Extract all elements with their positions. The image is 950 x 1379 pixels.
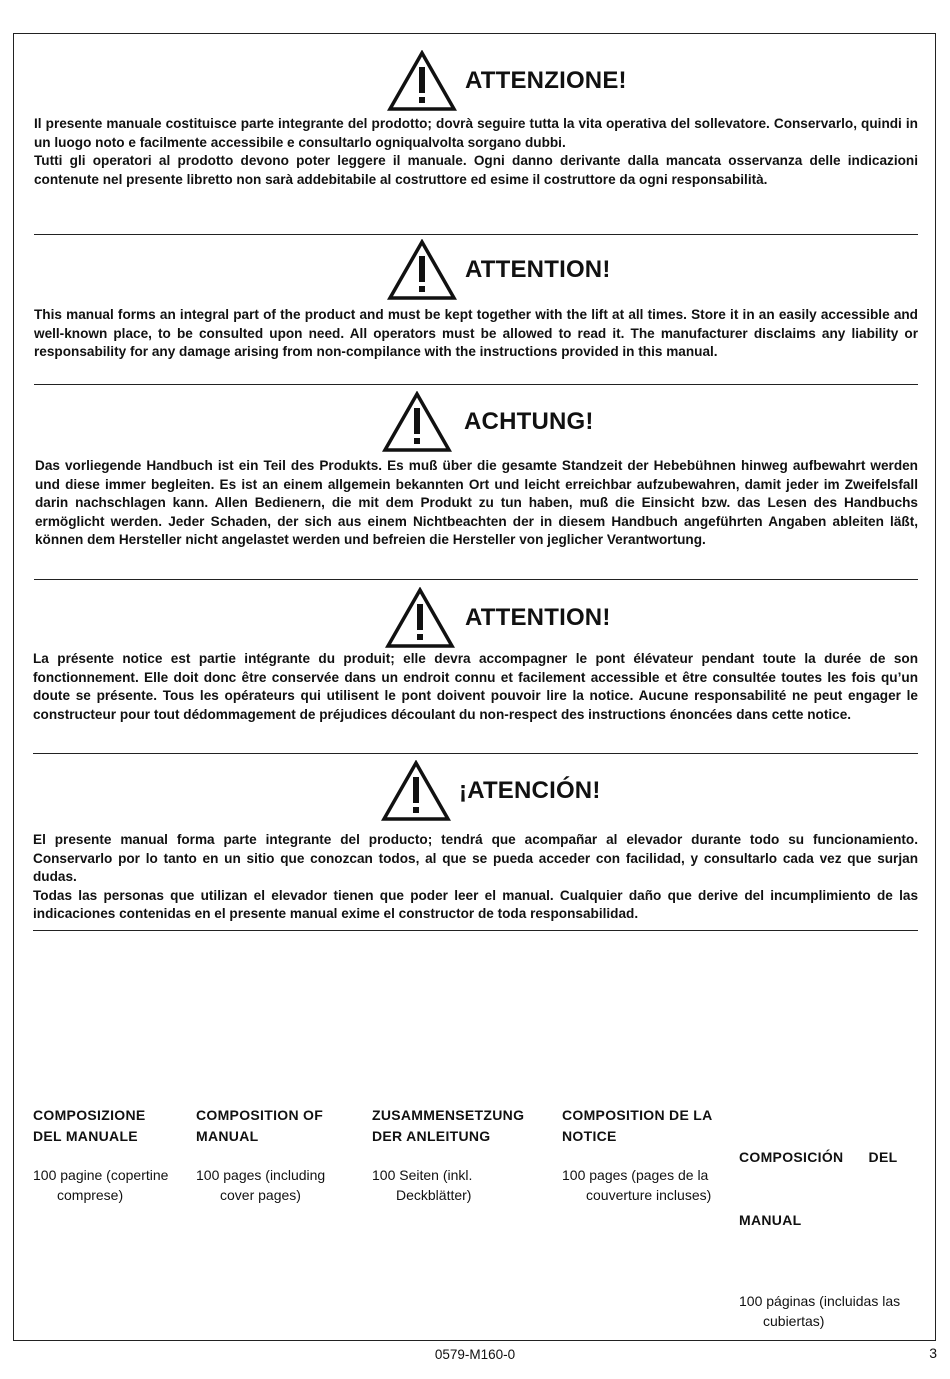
composition-column-it <box>33 1105 193 1205</box>
composition-column-es <box>739 1105 917 1331</box>
section-body-es <box>33 831 918 924</box>
paragraph: El presente manual forma parte integrante del producto; tendrá que acompañar al elevador durante todo su funcionamiento. Conservarlo por lo tanto en un sitio que conozcan todos, al que se pueda acceder con facilidad, y consultarlo cada vez que surjan dudas. <box>33 832 918 885</box>
composition-column-fr <box>562 1105 724 1205</box>
section-body-de <box>35 457 918 550</box>
page-number: 3 <box>929 1345 937 1361</box>
warning-triangle-icon <box>381 760 451 822</box>
warning-triangle-icon <box>387 50 457 112</box>
composition-description: 100 pagine (copertine comprese) <box>33 1167 169 1203</box>
composition-heading: COMPOSICIÓN DEL MANUAL <box>739 1149 898 1228</box>
section-divider <box>33 930 918 931</box>
document-code: 0579-M160-0 <box>434 1347 516 1362</box>
section-title: ¡ATENCIÓN! <box>459 777 601 804</box>
paragraph: Todas las personas que utilizan el elevador tienen que poder leer el manual. Cualquier daño que derive del incumplimiento de las indicaciones contenidas en el presente manual exime el constructor de toda responsabilidad. <box>33 887 918 922</box>
composition-column-en <box>196 1105 358 1205</box>
paragraph: This manual forms an integral part of the product and must be kept together with the lift at all times. Store it in an easily accessible and well-known place, to be consulted upon need. All operators must be allowed to read it. The manufacturer disclaims any liability or responsability for any damage arising from non-compilance with the instructions provided in this manual. <box>34 307 918 360</box>
paragraph: Il presente manuale costituisce parte integrante del prodotto; dovrà seguire tutta la vita operativa del sollevatore. Conservarlo, quindi in un luogo noto e facilmente accessibile e consultarlo ogniqualvolta sorgano dubbi. <box>34 116 918 150</box>
composition-heading: COMPOSITION OF MANUAL <box>196 1107 324 1144</box>
section-heading-fr <box>385 587 611 649</box>
composition-description: 100 pages (pages de la couverture incluses) <box>562 1167 712 1203</box>
paragraph: Tutti gli operatori al prodotto devono poter leggere il manuale. Ogni danno derivante dalla mancata osservanza delle indicazioni contenute nel presente libretto non sarà addebitabile al costruttore ed esime il costruttore da ogni responsabilità. <box>34 153 918 187</box>
section-heading-en <box>387 239 611 301</box>
composition-description: 100 pages (including cover pages) <box>196 1167 326 1203</box>
paragraph: La présente notice est partie intégrante du produit; elle devra accompagner le pont élévateur pendant toute la durée de son fonctionnement. Elle doit donc être conservée dans un endroit connu et facilement accessible et être consultée toutes les fois qu’un doute se présente. Tous les opérateurs qui utilisent le pont doivent pouvoir lire la notice. Aucune responsabilité ne peut engager le constructeur pour tout dédommagement de préjudices découlant du non-respect des instructions énoncées dans cette notice. <box>33 651 918 722</box>
section-divider <box>33 753 918 754</box>
section-divider <box>34 579 918 580</box>
warning-triangle-icon <box>382 391 452 453</box>
composition-description: 100 páginas (incluidas las cubiertas) <box>739 1293 901 1329</box>
section-heading-es <box>381 760 601 822</box>
composition-heading: ZUSAMMENSETZUNG DER ANLEITUNG <box>372 1107 525 1144</box>
section-title: ATTENTION! <box>465 256 611 283</box>
section-divider <box>34 234 918 235</box>
section-heading-it <box>387 50 627 112</box>
composition-column-de <box>372 1105 547 1205</box>
warning-triangle-icon <box>385 587 455 649</box>
section-title: ACHTUNG! <box>464 408 594 435</box>
section-heading-de <box>382 391 594 453</box>
composition-description: 100 Seiten (inkl. Deckblätter) <box>372 1167 473 1203</box>
section-body-it <box>34 115 918 189</box>
paragraph: Das vorliegende Handbuch ist ein Teil des Produkts. Es muß über die gesamte Standzeit der Hebebühnen hinweg aufbewahrt werden und diese immer begleiten. Es ist an einem allgemein bekannten Ort und leicht erreichbar aufzubewahren, damit jeder im Zweifelsfall darin nachschlagen kann. Allen Bedienern, die mit dem Produkt zu tun haben, muß die Einsicht bzw. das Lesen des Handbuchs ermöglicht werden. Jeder Schaden, der sich aus einem Nichtbeachten der in diesem Handbuch angeführten Angaben ableiten läßt, können dem Hersteller nicht angelastet werden und befreien die Hersteller von jeglicher Verantwortung. <box>35 458 918 548</box>
composition-heading: COMPOSIZIONE DEL MANUALE <box>33 1107 146 1144</box>
section-body-fr <box>33 650 918 724</box>
section-title: ATTENZIONE! <box>465 67 627 94</box>
section-title: ATTENTION! <box>465 604 611 631</box>
warning-triangle-icon <box>387 239 457 301</box>
section-divider <box>34 384 918 385</box>
composition-heading: COMPOSITION DE LA NOTICE <box>562 1107 713 1144</box>
section-body-en <box>34 306 918 362</box>
